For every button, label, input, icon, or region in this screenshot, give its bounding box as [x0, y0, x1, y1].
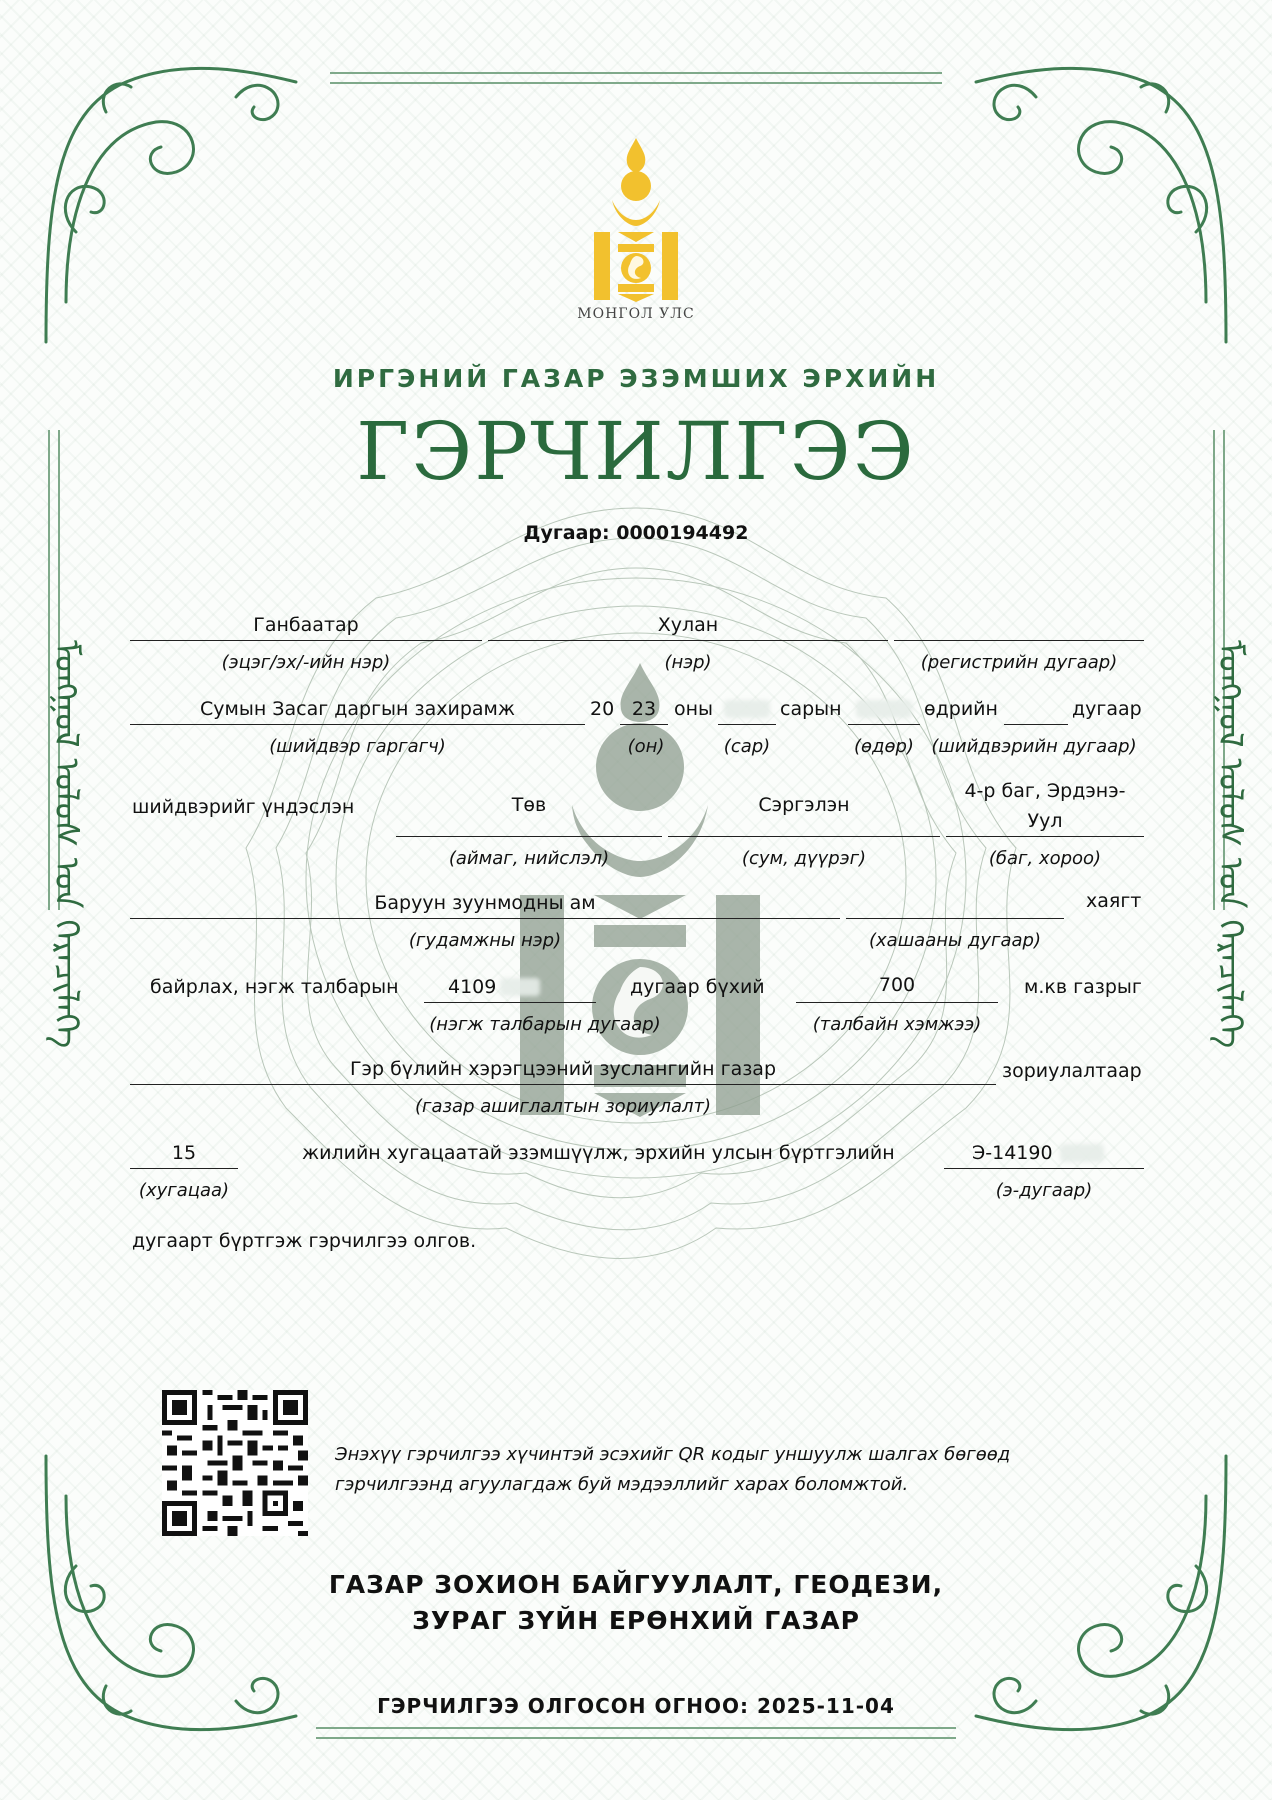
issuer-value: Сумын Засаг даргын захирамж [199, 698, 516, 720]
word-with-number: дугаар бүхий [630, 976, 765, 998]
fence-number-label: (хашааны дугаар) [868, 930, 1041, 951]
word-land: м.кв газрыг [1024, 976, 1142, 998]
qr-code-icon [162, 1390, 308, 1536]
word-number: дугаар [1072, 698, 1142, 720]
street-value: Баруун зуунмодны ам [374, 892, 596, 914]
day-line [848, 724, 920, 725]
province-label: (аймаг, нийслэл) [448, 848, 610, 869]
corner-ornament-top-left [36, 52, 306, 352]
certificate-number: Дугаар: 0000194492 [523, 522, 749, 544]
bottom-border-line [316, 1727, 956, 1729]
purpose-line [130, 1084, 996, 1085]
side-script-left: ᠮᠣᠩᠭᠣᠯ ᠤᠯᠤᠰ ᠤᠨ ᠭᠡᠷᠡᠴᠢᠯᠡᠭᠡ [46, 640, 86, 1049]
fence-number-line [846, 918, 1064, 919]
issuing-organization-line2: ЗУРАГ ЗҮЙН ЕРӨНХИЙ ГАЗАР [412, 1606, 860, 1635]
top-border-line [330, 72, 942, 74]
title-subheading: ИРГЭНИЙ ГАЗАР ЭЗЭМШИХ ЭРХИЙН [332, 364, 940, 393]
parcel-number-redacted [500, 978, 540, 996]
area-value: 700 [878, 974, 916, 996]
word-address: хаягт [1086, 890, 1142, 912]
district-line [668, 836, 940, 837]
month-label: (сар) [723, 736, 771, 757]
word-month: сарын [780, 698, 842, 720]
decision-number-label: (шийдвэрийн дугаар) [931, 736, 1137, 757]
given-name-line [488, 640, 888, 641]
father-name-value: Ганбаатар [253, 614, 359, 636]
purpose-value: Гэр бүлийн хэрэгцээний зуслангийн газар [349, 1058, 777, 1080]
word-day: өдрийн [924, 698, 998, 720]
year-value: 23 [631, 698, 657, 720]
term-text: жилийн хугацаатай эзэмшүүлж, эрхийн улсын бүртгэлийн [302, 1142, 895, 1164]
parcel-number-line [424, 1002, 596, 1003]
subdistrict-value-line2: Уул [1027, 810, 1063, 832]
issuer-line [130, 724, 585, 725]
register-number-line [894, 640, 1144, 641]
given-name-value: Хулан [657, 614, 719, 636]
day-label: (өдөр) [854, 736, 914, 757]
qr-note-line2: гэрчилгээнд агуулагдаж буй мэдээллийг харах боломжтой. [335, 1474, 909, 1495]
term-value: 15 [171, 1142, 197, 1164]
subdistrict-line [946, 836, 1144, 837]
bottom-border-line-2 [316, 1737, 956, 1739]
qr-note-line1: Энэхүү гэрчилгээ хүчинтэй эсэхийг QR кодыг уншуулж шалгах бөгөөд [335, 1444, 1011, 1465]
father-name-label: (эцэг/эх/-ийн нэр) [221, 652, 391, 673]
subdistrict-label: (баг, хороо) [988, 848, 1102, 869]
purpose-label: (газар ашиглалтын зориулалт) [414, 1096, 712, 1117]
day-value-redacted [856, 700, 912, 718]
year-label: (он) [627, 736, 665, 757]
province-line [396, 836, 662, 837]
word-purpose: зориулалтаар [1002, 1060, 1142, 1082]
issuing-organization-line1: ГАЗАР ЗОХИОН БАЙГУУЛАЛТ, ГЕОДЕЗИ, [328, 1570, 944, 1599]
street-label: (гудамжны нэр) [408, 930, 562, 951]
month-line [718, 724, 776, 725]
parcel-number-value: 4109 [448, 976, 497, 998]
subdistrict-value-line1: 4-р баг, Эрдэнэ- [964, 780, 1126, 802]
decision-number-line [1004, 724, 1068, 725]
top-border-line-2 [330, 82, 942, 84]
parcel-number-label: (нэгж талбарын дугаар) [429, 1014, 661, 1035]
e-number-label: (э-дугаар) [995, 1180, 1093, 1201]
area-line [796, 1002, 998, 1003]
province-value: Төв [511, 794, 547, 816]
side-script-right: ᠮᠣᠩᠭᠣᠯ ᠤᠯᠤᠰ ᠤᠨ ᠭᠡᠷᠡᠴᠢᠯᠡᠭᠡ [1210, 640, 1250, 1049]
decision-basis-text: шийдвэрийг үндэслэн [132, 796, 355, 818]
emblem-caption: МОНГОЛ УЛС [577, 306, 695, 322]
issuer-label: (шийдвэр гаргагч) [269, 736, 446, 757]
given-name-label: (нэр) [664, 652, 712, 673]
term-label: (хугацаа) [138, 1180, 230, 1201]
month-value-redacted [724, 700, 770, 718]
area-label: (талбайн хэмжээ) [812, 1014, 982, 1035]
e-number-line [944, 1168, 1144, 1169]
street-line [130, 918, 840, 919]
e-number-redacted [1060, 1144, 1104, 1162]
corner-ornament-top-right [966, 52, 1236, 352]
soyombo-emblem-icon [590, 136, 682, 302]
district-label: (сум, дүүрэг) [741, 848, 867, 869]
register-number-label: (регистрийн дугаар) [920, 652, 1118, 673]
e-number-value: Э-14190 [972, 1142, 1053, 1164]
issue-date: ГЭРЧИЛГЭЭ ОЛГОСОН ОГНОО: 2025-11-04 [377, 1694, 895, 1718]
district-value: Сэргэлэн [758, 794, 850, 816]
closing-text: дугаарт бүртгэж гэрчилгээ олгов. [132, 1230, 477, 1252]
word-year: оны [674, 698, 714, 720]
page-title: ГЭРЧИЛГЭЭ [356, 405, 916, 498]
term-line [130, 1168, 238, 1169]
parcel-intro-text: байрлах, нэгж талбарын [150, 976, 399, 998]
year-prefix: 20 [590, 698, 615, 720]
year-line [620, 724, 668, 725]
father-name-line [130, 640, 482, 641]
